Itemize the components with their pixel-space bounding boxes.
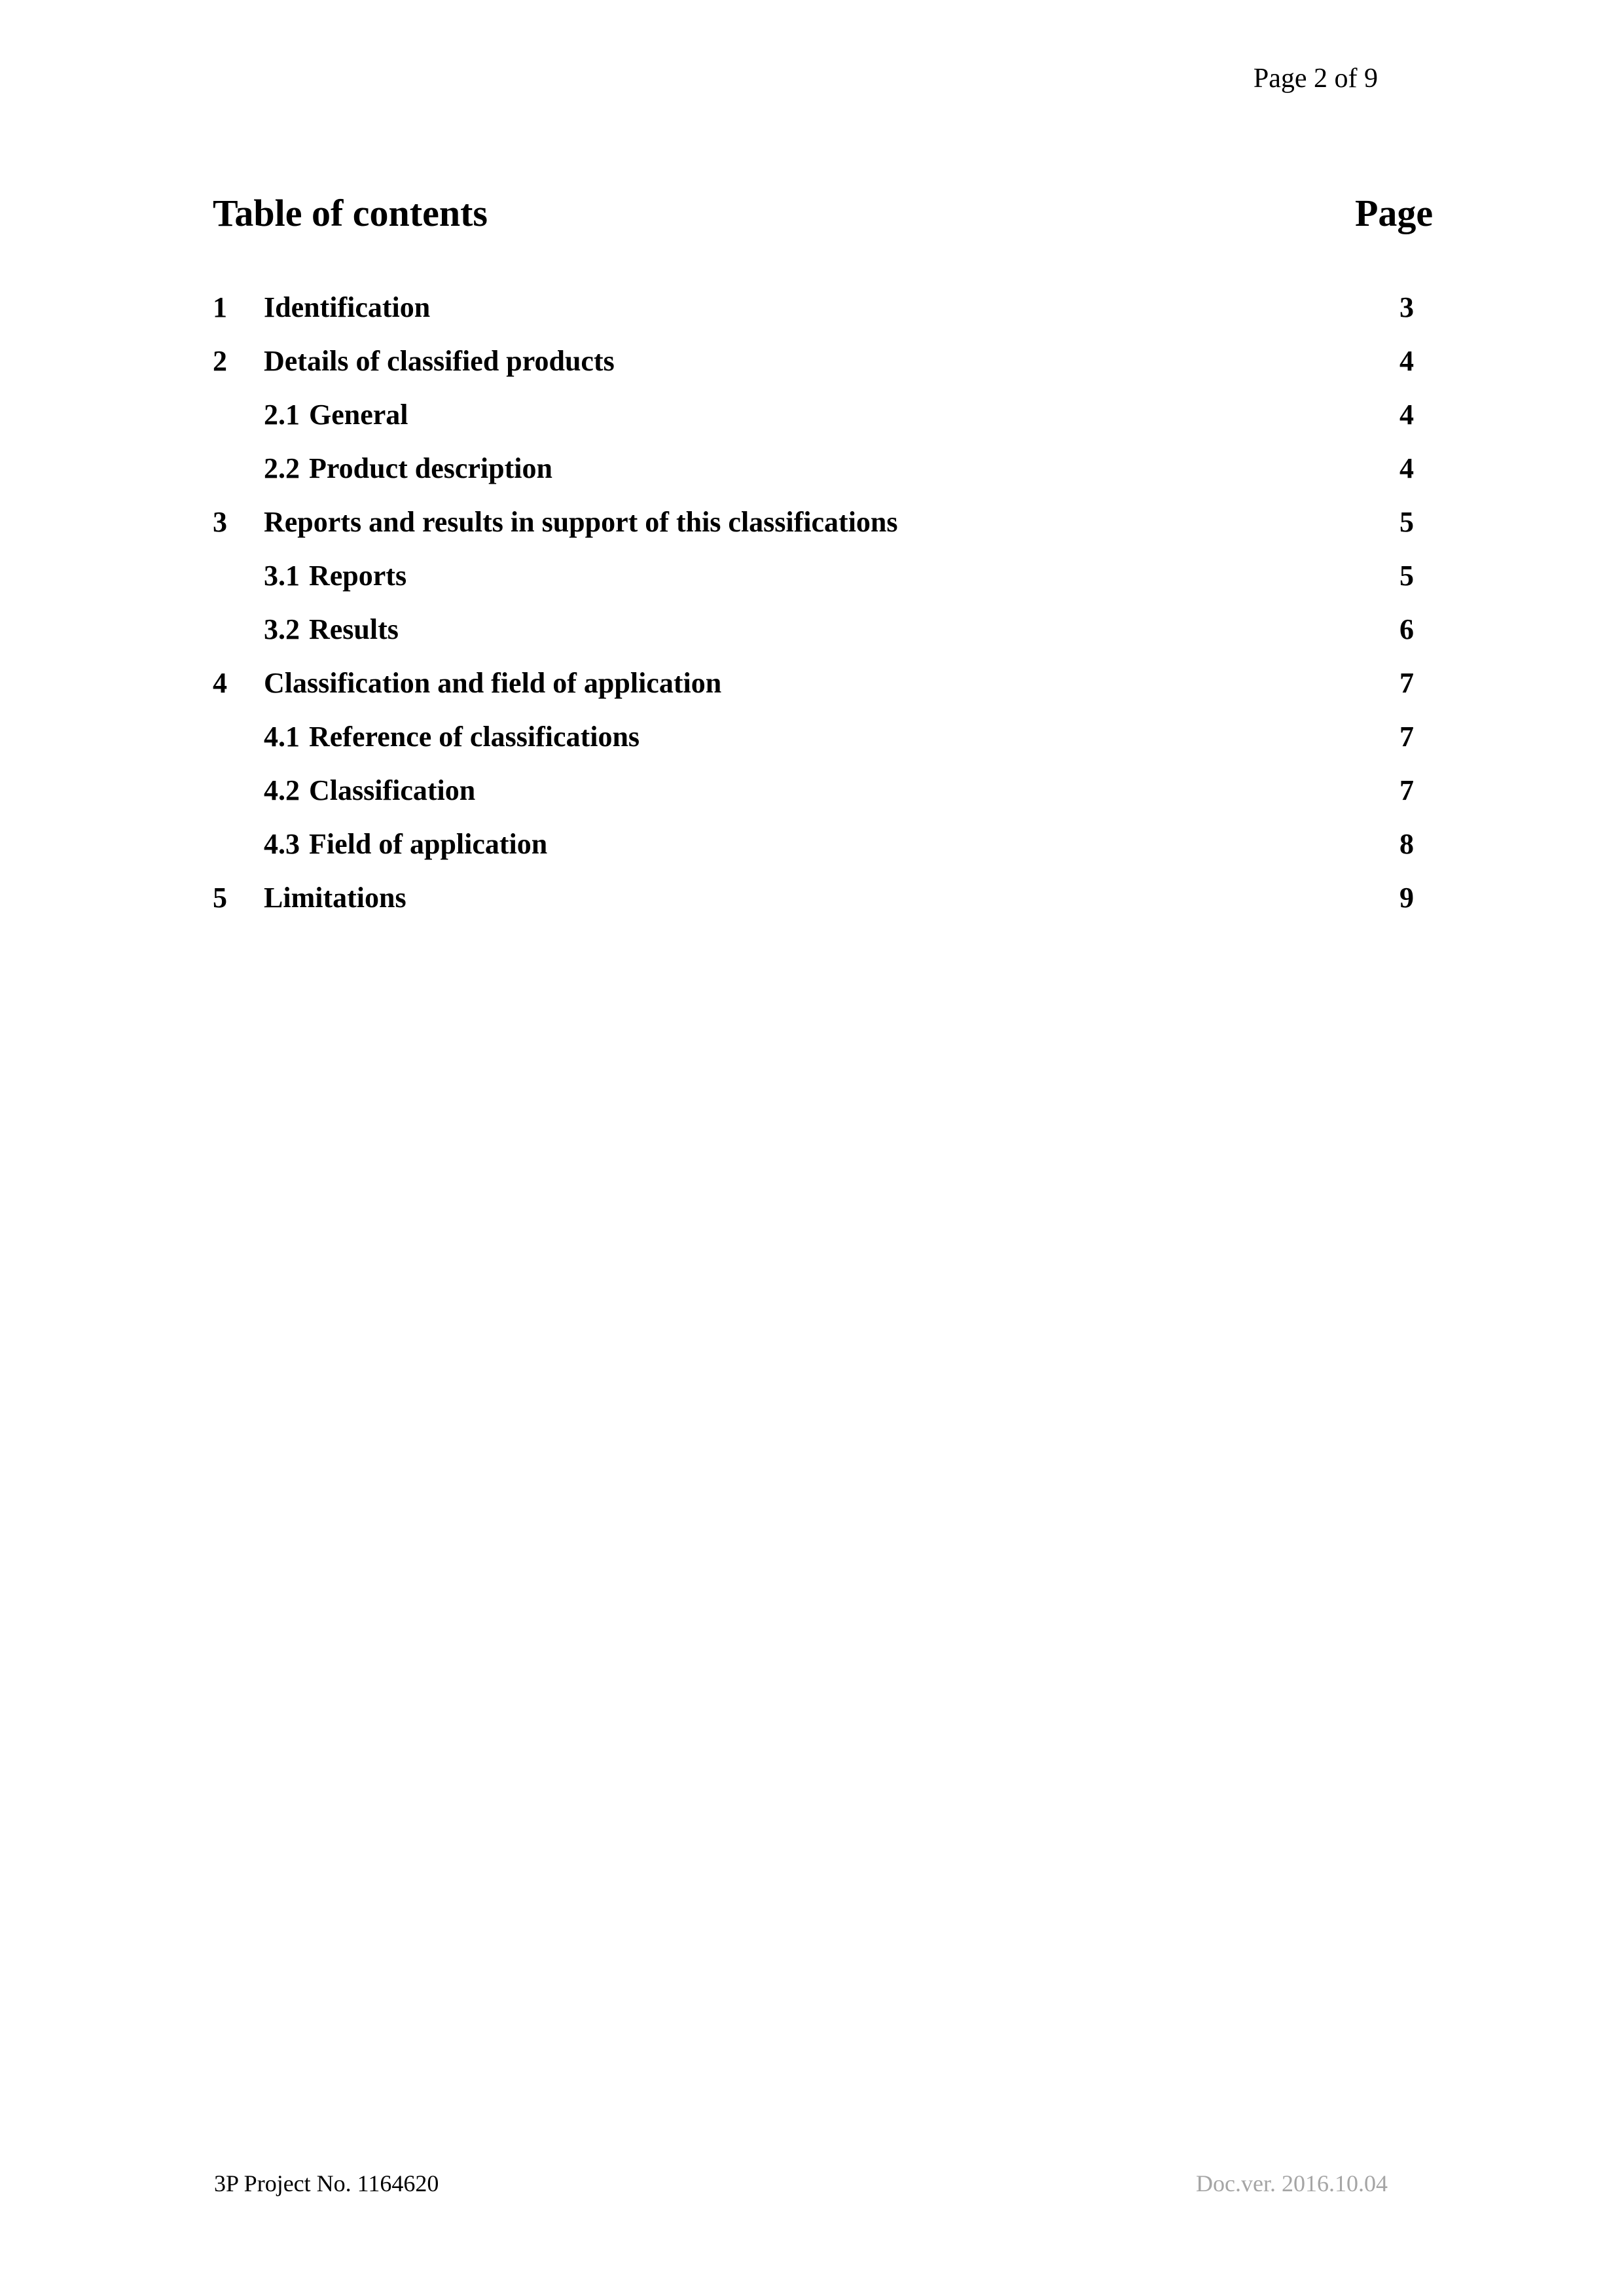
toc-entry-number: 4 bbox=[213, 667, 227, 699]
toc-entry-page: 3 bbox=[1399, 291, 1414, 323]
toc-entry-number: 2.1 bbox=[264, 399, 300, 431]
toc-entry-page: 7 bbox=[1399, 667, 1414, 699]
toc-entry-number: 3.2 bbox=[264, 613, 300, 645]
toc-entry-number: 2.2 bbox=[264, 452, 300, 484]
toc-entry-number: 3.1 bbox=[264, 560, 300, 592]
page-footer bbox=[214, 2170, 1388, 2197]
toc-entry-title: Reports and results in support of this classifications bbox=[264, 506, 898, 538]
doc-version: Doc.ver. 2016.10.04 bbox=[1196, 2170, 1388, 2197]
toc-entry-number: 4.1 bbox=[264, 721, 300, 753]
toc-entry-title: Field of application bbox=[309, 828, 548, 860]
toc-row bbox=[213, 281, 1414, 334]
toc-entry-title: Limitations bbox=[264, 882, 406, 914]
toc-row bbox=[213, 871, 1414, 925]
toc-entry-title: Results bbox=[309, 613, 399, 645]
page-number-indicator: Page 2 of 9 bbox=[1253, 63, 1378, 94]
toc-row bbox=[213, 549, 1414, 603]
toc-entry-page: 4 bbox=[1399, 452, 1414, 484]
toc-row bbox=[213, 764, 1414, 817]
toc-row bbox=[213, 710, 1414, 764]
project-number: 3P Project No. 1164620 bbox=[214, 2170, 439, 2197]
toc-entry-page: 9 bbox=[1399, 882, 1414, 914]
toc-row bbox=[213, 334, 1414, 388]
toc-entry-title: Classification bbox=[309, 774, 476, 806]
toc-row bbox=[213, 817, 1414, 871]
toc-entry-number: 4.2 bbox=[264, 774, 300, 806]
page-column-heading: Page bbox=[1355, 192, 1434, 234]
toc-entry-title: Product description bbox=[309, 452, 552, 484]
toc-entry-title: Classification and field of application bbox=[264, 667, 722, 699]
toc-entry-page: 6 bbox=[1399, 613, 1414, 645]
toc-row bbox=[213, 388, 1414, 442]
toc-entry-title: Reports bbox=[309, 560, 407, 592]
toc-entry-page: 7 bbox=[1399, 774, 1414, 806]
toc-entry-title: Reference of classifications bbox=[309, 721, 640, 753]
toc-entry-title: General bbox=[309, 399, 408, 431]
toc-list bbox=[213, 281, 1414, 925]
toc-entry-page: 5 bbox=[1399, 560, 1414, 592]
toc-heading-row bbox=[213, 192, 1432, 238]
toc-entry-title: Details of classified products bbox=[264, 345, 615, 377]
toc-entry-title: Identification bbox=[264, 291, 431, 323]
toc-row bbox=[213, 495, 1414, 549]
toc-row bbox=[213, 656, 1414, 710]
toc-entry-number: 5 bbox=[213, 882, 227, 914]
toc-entry-number: 4.3 bbox=[264, 828, 300, 860]
toc-entry-page: 5 bbox=[1399, 506, 1414, 538]
toc-entry-page: 4 bbox=[1399, 345, 1414, 377]
toc-row bbox=[213, 442, 1414, 495]
toc-entry-page: 4 bbox=[1399, 399, 1414, 431]
toc-row bbox=[213, 603, 1414, 656]
toc-entry-number: 2 bbox=[213, 345, 227, 377]
toc-entry-page: 8 bbox=[1399, 828, 1414, 860]
toc-entry-page: 7 bbox=[1399, 721, 1414, 753]
toc-heading: Table of contents bbox=[213, 192, 488, 234]
toc-entry-number: 1 bbox=[213, 291, 227, 323]
toc-entry-number: 3 bbox=[213, 506, 227, 538]
